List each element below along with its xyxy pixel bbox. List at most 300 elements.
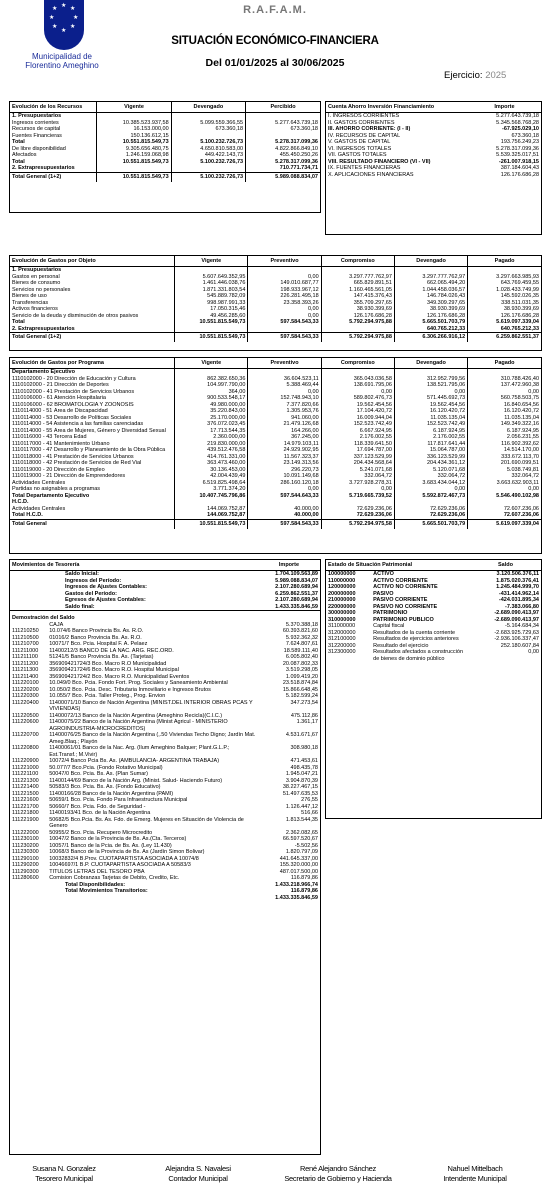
table-cell: Gastos en personal <box>12 273 60 280</box>
table-cell: 17.713.544,35 <box>175 428 248 435</box>
table-cell: 3.727.928.278,31 <box>321 480 394 487</box>
table-cell: CAJA <box>49 621 64 628</box>
table-cell: 16.120.420,72 <box>394 408 467 415</box>
table-cell: 50047/0 Bco. Pcia. Bs. As. (Plan Sumar) <box>49 771 148 777</box>
table-cell: 471.453,61 <box>290 758 318 764</box>
account-code: 120000000 <box>328 584 356 590</box>
table-cell: 111220600 <box>12 719 39 725</box>
table-cell: 111211000 <box>12 647 39 654</box>
table-cell: 498.435,78 <box>290 764 318 771</box>
table-cell <box>468 369 541 376</box>
table-cell: 72.629.236,06 <box>394 512 467 519</box>
table-cell: 1110117000 - 47 Desarrollo y Planeamiento de la Obra Pública <box>12 447 166 453</box>
table-cell: 19.562.454,56 <box>394 402 467 409</box>
table-row <box>10 333 541 343</box>
table-cell: VII. GASTOS TOTALES <box>328 152 387 158</box>
account-name: PATRIMONIO PUBLICO <box>373 616 434 623</box>
table-cell: Bienes de uso <box>12 293 47 299</box>
table-cell: 38.930.399,69 <box>468 306 541 313</box>
table-cell: 7.377.820,66 <box>248 402 321 409</box>
table-cell: 286.160.120,18 <box>248 480 321 487</box>
table-cell: 597.584.543,33 <box>248 319 321 326</box>
table-cell: 0,00 <box>248 306 321 313</box>
table-cell: 356909421724/3 Bco. Macro R.O Municipalidad <box>49 660 167 667</box>
table-cell: 50660/7 Bco. Pcia. Fdo. de Seguridad - <box>49 803 146 810</box>
account-code: 310000000 <box>328 616 356 623</box>
table-cell: 10.551.815.549,73 <box>175 333 248 343</box>
table-cell: Total H.C.D. <box>12 512 43 518</box>
table-cell: 1110119000 - 21 Dirección de Emprendedores <box>12 473 126 479</box>
account-name: ACTIVO <box>373 571 394 577</box>
table-cell: 49.980.000,00 <box>175 402 248 409</box>
table-cell: 16.840.654,56 <box>468 402 541 409</box>
table-cell <box>394 267 467 274</box>
table-cell: 414.761.331,00 <box>175 454 248 461</box>
table-cell: 710.771.734,71 <box>246 165 320 172</box>
table-cell: 332.064,72 <box>468 473 541 480</box>
table-cell: 673.360,18 <box>246 126 320 133</box>
table-cell: Ingresos corrientes <box>12 119 59 126</box>
table-cell: 5.277.643.739,18 <box>246 120 320 127</box>
table-cell: 0,00 <box>394 486 467 493</box>
table-row <box>10 369 541 376</box>
table-cell: 111220800 <box>12 745 39 751</box>
table-cell: 11400072/13 Banco de la Nación Argentina (Ameghino Recicla)(C.I.C.) <box>49 712 223 719</box>
table-row <box>326 172 541 179</box>
column-header: Evolución de Gastos por Objeto <box>10 256 175 267</box>
table-cell: 364,00 <box>175 389 248 396</box>
column-header: Compromiso <box>321 256 394 267</box>
table-cell: 312.952.799,56 <box>394 376 467 383</box>
account-balance: 1.875.020.376,41 <box>496 577 539 584</box>
table-cell: 10.385.523.937,58 <box>97 120 171 127</box>
table-cell: 347.273,54 <box>290 699 318 706</box>
table-cell: 5.100.232.726,73 <box>171 159 245 166</box>
system-name: R.A.F.A.M. <box>243 4 307 16</box>
account-name: PASIVO NO CORRIENTE <box>373 603 438 610</box>
account-balance: 3.120.506.376,11 <box>496 571 539 577</box>
table-cell: 10068/3 Banco de la Provincia de Bs. As (Jardín Simon Bolivar) <box>49 849 205 855</box>
table-cell: 5.932.362,32 <box>285 634 318 641</box>
table-cell: 0,00 <box>468 486 541 493</box>
table-cell: 487.017.500,00 <box>279 868 318 875</box>
table-cell: Total General (1+2) <box>10 172 97 182</box>
table-cell: Total <box>12 319 25 325</box>
table-cell: 201.690.099,51 <box>468 460 541 467</box>
table-cell: IX. FUENTES FINANCIERAS <box>328 165 401 171</box>
table-cell: 144.069.752,87 <box>175 506 248 513</box>
table-cell: 5.592.872.467,73 <box>394 493 467 500</box>
table-cell: 72.607.236,06 <box>468 512 541 519</box>
column-header: Saldo <box>470 560 541 571</box>
table-cell: 35.220.843,00 <box>175 408 248 415</box>
table-cell: 3.683.434.044,12 <box>394 480 467 487</box>
column-header: Compromiso <box>321 358 394 369</box>
table-cell: 17.050.315,46 <box>175 306 248 313</box>
table-cell: 50955/2 Bco. Pcia. Recupero Microcredito <box>49 829 153 836</box>
table-cell: 152.748.943,10 <box>248 395 321 402</box>
table-cell: 10.551.815.549,73 <box>175 319 248 326</box>
table-cell: 1110118000 - 42 Prestación de Servicios de Red Vial <box>12 460 142 466</box>
table-cell: Total General <box>10 519 175 529</box>
table-cell: 38.930.399,69 <box>321 306 394 313</box>
account-code: 300000000 <box>328 610 356 616</box>
table-cell: 19.562.454,56 <box>321 402 394 409</box>
table-cell: 5.278.317.099,36 <box>496 145 539 152</box>
table-cell: 5.619.097.339,04 <box>468 519 541 529</box>
table-cell: 126.176.686,28 <box>500 171 539 178</box>
account-code: 312100000 <box>328 636 356 642</box>
table-cell: Bienes de consumo <box>12 280 61 286</box>
ahorro-inversion-table <box>325 101 542 235</box>
table-cell: 2.176.002,55 <box>321 434 394 441</box>
table-cell: Servicio de la deuda y disminución de otros pasivos <box>12 312 139 319</box>
table-cell: 5.278.317.099,36 <box>246 159 320 166</box>
table-cell: 72.629.236,06 <box>321 506 394 513</box>
table-cell: 1110102000 - 41 Prestación de Servicios Urbanos <box>12 388 135 395</box>
table-cell: 336.123.529,99 <box>394 454 467 461</box>
table-cell: 1110117000 - 41 Mantenimiento Urbano <box>12 440 110 447</box>
table-cell: 5.100.232.726,73 <box>171 139 245 146</box>
table-cell: 144.069.752,87 <box>175 512 248 519</box>
total-value: 1.433.218.966,74 <box>275 881 318 888</box>
table-cell: 51241/5 Banco Provincia Bs. As. (Tarjetas) <box>49 654 154 660</box>
table-cell: 10072/4 Banco Pcia Bs. As. (AMBULANCIA- ARGENTINA TRABAJA) <box>49 758 220 764</box>
table-cell: 111220300 <box>12 693 39 699</box>
table-cell: Partidas no asignables a programas <box>12 486 101 492</box>
table-cell: 23.358.393,26 <box>248 300 321 307</box>
account-name: ACTIVO CORRIENTE <box>373 577 428 584</box>
table-cell: 900.533.548,17 <box>175 395 248 402</box>
table-cell: 111220400 <box>12 699 39 706</box>
summary-value: 2.107.280.689,94 <box>275 597 318 603</box>
table-cell: 640.765.212,33 <box>394 326 467 333</box>
table-cell: 116.879,86 <box>290 875 318 881</box>
table-cell: 138.521.795,06 <box>394 382 467 389</box>
summary-label: Saldo final: <box>65 603 95 610</box>
table-cell: 24.929.902,95 <box>248 447 321 454</box>
table-cell: 332.064,72 <box>394 473 467 480</box>
table-cell: 15.064.787,00 <box>394 447 467 454</box>
table-cell: 5.100.232.726,73 <box>171 172 245 182</box>
table-cell: 226.281.495,18 <box>248 293 321 300</box>
table-cell: 111221100 <box>12 771 39 777</box>
summary-value: 5.989.088.834,07 <box>275 577 318 584</box>
table-cell: 1.126.447,12 <box>285 803 318 810</box>
table-cell: 11400075/22 Banco de la Nación Argentina (Minist Agricul - MINISTERIO AGROINDUSTRIA-MICROCREDITOS) <box>49 719 228 732</box>
table-cell: 16.153.000,00 <box>97 126 171 133</box>
table-cell: 25.170.000,00 <box>175 415 248 422</box>
table-cell: 2.056.231,55 <box>468 434 541 441</box>
column-header: Cuenta Ahorro Inversión Financiamiento <box>326 102 468 113</box>
table-cell: -67.925.029,10 <box>501 126 539 132</box>
table-cell: 111221300 <box>12 777 39 784</box>
column-header: Movimientos de Tesorería <box>10 560 258 571</box>
table-row <box>10 512 541 519</box>
table-cell: 1.099.419,20 <box>285 673 318 680</box>
table-cell <box>246 113 320 120</box>
account-balance: -424.031.895,34 <box>498 597 539 603</box>
summary-label: Gastos del Período: <box>65 590 117 597</box>
account-name: PASIVO CORRIENTE <box>373 597 428 603</box>
table-cell: 5.241.071,68 <box>321 467 394 474</box>
total-label: Total Disponibilidades: <box>65 881 126 888</box>
table-cell: 2.360.000,00 <box>175 434 248 441</box>
table-cell: 23.149.313,56 <box>248 460 321 467</box>
column-header: Preventivo <box>248 358 321 369</box>
table-row <box>10 519 541 529</box>
total-row <box>10 895 320 902</box>
table-cell: 50.077/7 Bco.Pcia. (Fondo Rotativo Municipal) <box>49 764 163 771</box>
table-cell: 2.362.082,65 <box>285 829 318 836</box>
table-cell: I. INGRESOS CORRIENTES <box>328 113 400 119</box>
table-cell: 11.035.135,04 <box>468 415 541 422</box>
table-cell: 111290200 <box>12 862 39 868</box>
table-cell: Fuentes Financieras <box>12 132 62 139</box>
table-cell: 5.989.088.834,07 <box>246 172 320 182</box>
table-cell: 10.091.149,68 <box>248 473 321 480</box>
table-cell: 1110106000 - 61 Atención Hospitalaria <box>12 395 106 401</box>
table-cell: Activos financieros <box>12 306 58 312</box>
summary-label: Ingresos del Período: <box>65 577 122 584</box>
signature-role: Intendente Municipal <box>443 1174 507 1183</box>
column-header: Preventivo <box>248 256 321 267</box>
table-cell: 1.361,17 <box>296 719 318 725</box>
account-row <box>10 745 320 758</box>
account-name: Capital fiscal <box>373 623 405 629</box>
column-header: Pagado <box>468 256 541 267</box>
table-cell: 111230300 <box>12 849 39 855</box>
table-cell: 332.064,72 <box>321 473 394 480</box>
table-cell: 17.694.787,00 <box>321 447 394 454</box>
table-cell <box>321 267 394 274</box>
table-cell: 516,66 <box>301 810 318 816</box>
table-cell: 14.514.170,00 <box>468 447 541 454</box>
table-cell: 50583/3 Bco. Pcia. Bs. As. (Fondo Educativo) <box>49 784 161 790</box>
table-cell <box>394 369 467 376</box>
table-cell: 72.629.236,06 <box>394 506 467 513</box>
table-cell: 662.065.494,20 <box>394 280 467 287</box>
signature-role: Secretario de Gobierno y Hacienda <box>284 1174 392 1183</box>
table-cell: VI. INGRESOS TOTALES <box>328 145 392 152</box>
account-row <box>10 732 320 745</box>
table-cell: 18.589.111,40 <box>283 647 318 654</box>
table-cell: Total Departamento Ejecutivo <box>12 492 90 499</box>
fiscal-year-label: Ejercicio: <box>444 70 483 81</box>
table-cell: 111220500 <box>12 712 39 719</box>
table-cell: 10.050/2 Bco. Pcia. Desc. Tributaria Inmoviliario e Ingresos Brutos <box>49 686 211 693</box>
table-cell: 111211100 <box>12 654 38 660</box>
signature-name: Nahuel Mittelbach <box>447 1164 503 1173</box>
account-row <box>10 700 320 713</box>
table-cell: 376.072.023,45 <box>175 421 248 428</box>
table-cell: 137.472.960,38 <box>468 382 541 389</box>
table-cell: 21.479.126,68 <box>248 421 321 428</box>
table-cell: H.C.D. <box>12 499 29 505</box>
table-cell: 1110114000 - 55 Área de Mujeres, Género y Diversidad Sexual <box>12 427 166 434</box>
table-cell: 117.817.641,44 <box>394 441 467 448</box>
table-cell: 149.349.322,16 <box>468 421 541 428</box>
table-cell: 673.360,18 <box>171 126 245 133</box>
table-cell: 5.182.599,24 <box>285 693 318 699</box>
table-cell: 276,55 <box>301 797 318 803</box>
account-row <box>326 649 541 662</box>
summary-label: Egresos de Ajustes Contables: <box>65 597 146 603</box>
table-cell: 1110116000 - 43 Tercera Edad <box>12 434 87 440</box>
table-cell: 1.813.544,35 <box>285 816 318 823</box>
muni-line1: Municipalidad de <box>31 52 93 61</box>
table-cell <box>171 165 245 172</box>
table-cell <box>248 369 321 376</box>
table-cell: 116.902.392,62 <box>468 441 541 448</box>
table-cell: 1110114000 - 51 Área de Discapacidad <box>12 408 108 414</box>
table-cell: 1.820.797,09 <box>285 849 318 855</box>
table-cell: 1. Presupuestarios <box>12 267 62 273</box>
table-cell: 0,00 <box>248 389 321 396</box>
table-cell: 111221900 <box>12 816 39 823</box>
table-cell: 149.010.687,77 <box>248 280 321 287</box>
table-cell: 367.245,00 <box>248 434 321 441</box>
table-cell: 6.667.924,95 <box>321 428 394 435</box>
table-cell: 560.758.503,75 <box>468 395 541 402</box>
account-code: 220000000 <box>328 603 356 610</box>
table-cell: 111230100 <box>12 836 39 842</box>
table-cell: 11400144/69 Banco de la Nación Arg. (Minist. Salud- Haciendo Futuro) <box>49 777 223 784</box>
table-cell: 11400071/10 Banco de Nación Argentina (MINIST.DEL INTERIOR OBRAS PCAS Y VIVIENDAS) <box>49 699 253 712</box>
table-cell: Total General (1+2) <box>10 333 175 343</box>
table-cell: 16.009.944,04 <box>321 415 394 422</box>
signature-name: Alejandra S. Navalesi <box>165 1164 231 1173</box>
table-cell: TITULOS LETRAS DEL TESORO PBA <box>49 868 145 875</box>
table-cell: 11400166/28 Banco de la Nación Argentina (PAMI) <box>49 790 174 797</box>
table-cell: 111280600 <box>12 875 39 881</box>
table-cell: 5.277.643.739,18 <box>496 113 539 119</box>
table-cell: 349.309.297,65 <box>394 300 467 307</box>
table-cell: 363.473.460,00 <box>175 460 248 467</box>
table-cell: 3.297.663.985,93 <box>468 274 541 281</box>
patrimonial-table <box>325 559 542 819</box>
table-cell: 51.497.635,53 <box>282 790 318 797</box>
account-code: 312300000 <box>328 649 356 655</box>
table-cell <box>97 165 171 172</box>
table-cell <box>175 267 248 274</box>
fiscal-year-value: 2025 <box>485 70 507 81</box>
table-cell <box>248 267 321 274</box>
account-balance: 0,00 <box>528 649 539 655</box>
table-cell: 545.889.782,09 <box>175 293 248 300</box>
table-cell: 1110106000 - 62 BROMATOLOGIA Y ZOONOSIS <box>12 401 134 408</box>
summary-value: 2.107.280.689,94 <box>275 584 318 590</box>
total-label <box>10 895 258 902</box>
table-cell: 1110114000 - 54 Asistencia a las familias carenciadas <box>12 421 144 427</box>
table-cell: 111221500 <box>12 790 39 797</box>
table-cell: 1. Presupuestarios <box>12 113 62 119</box>
table-cell: 40.000,00 <box>248 506 321 513</box>
table-cell: 5.388.469,44 <box>248 382 321 389</box>
table-cell: 6.259.862.551,37 <box>468 333 541 343</box>
column-header: Vigente <box>97 102 171 113</box>
table-cell: Recursos de capital <box>12 126 61 132</box>
table-cell: 356909421724/6 Bco. Macro R.O. Hospital Municipal <box>49 667 179 673</box>
account-name: Resultados de la cuenta corriente <box>373 629 456 636</box>
table-cell: 11400076/25 Banco de la Nación Argentina (,.50 Viviendas Techo Digno; Jardín Mat. Ameg.Blaq.; Playón <box>49 732 256 745</box>
table-cell: 111222000 <box>12 829 39 836</box>
table-cell: 338.511.031,35 <box>468 300 541 307</box>
table-cell: 6.187.924,95 <box>394 428 467 435</box>
table-cell: V. GASTOS DE CAPITAL <box>328 139 391 145</box>
account-name: ACTIVO NO CORRIENTE <box>373 584 438 590</box>
table-cell: 1.461.446.038,76 <box>175 280 248 287</box>
flag-emblem-icon: ★ ★ ★ ★ ★ ★ ★ ★ <box>44 0 84 50</box>
table-cell: 204.434.568,64 <box>321 460 394 467</box>
page-title: SITUACIÓN ECONÓMICO-FINANCIERA <box>171 35 379 47</box>
table-cell: 10.049/0 Bco. Pcia. Fondo Fort. Prog. Sociales y Saneamiento Ambiental <box>49 680 228 686</box>
account-balance: -2.936.106.337,47 <box>494 636 539 642</box>
table-cell: 111230200 <box>12 842 39 849</box>
table-cell: 10047/2 Banco de la Provincia de Bs. As.(Cta. Terceros) <box>49 836 187 842</box>
column-header: Devengado <box>171 102 245 113</box>
table-cell: 50682/5 Bco.Pcia. Bs. As. Fdo. de Emerg. Mujeres en Situación de Violencia de Genero <box>49 816 244 829</box>
table-cell: 111290300 <box>12 868 39 875</box>
table-cell: X. APLICACIONES FINANCIERAS <box>328 171 414 178</box>
account-balance: 1.245.484.999,70 <box>496 584 539 590</box>
table-cell: 0,00 <box>248 313 321 320</box>
table-cell: 665.829.891,51 <box>321 280 394 287</box>
account-code: 200000000 <box>328 590 356 597</box>
table-cell: 20.087.802,33 <box>282 660 318 667</box>
table-cell: III. AHORRO CORRIENTE: (I - II) <box>328 126 411 132</box>
table-cell: 1.160.465.561,05 <box>321 287 394 294</box>
account-name: PASIVO <box>373 590 394 597</box>
table-cell: 60.393.821,60 <box>282 628 318 634</box>
table-cell: Total <box>12 158 25 165</box>
column-header: Estado de Situación Patrimonial <box>326 560 470 571</box>
table-cell: 23.518.874,84 <box>282 680 318 686</box>
table-cell: 111220200 <box>12 686 39 693</box>
table-cell: 118.339.641,50 <box>321 441 394 448</box>
table-cell: 5.120.071,68 <box>394 467 467 474</box>
column-header: Devengado <box>394 358 467 369</box>
table-cell: 10.074/6 Banco Provincia Bs. As. R.O. <box>49 628 144 634</box>
table-cell: 1110102000 - 21 Dirección de Deportes <box>12 382 109 388</box>
signature-name: Susana N. Gonzalez <box>32 1164 96 1173</box>
account-code: 312200000 <box>328 642 356 649</box>
signature-block <box>268 1164 408 1184</box>
column-header: Evolución de los Recursos <box>10 102 97 113</box>
table-cell: 455.450.250,26 <box>246 152 320 159</box>
table-cell: 4.531.671,67 <box>285 732 318 738</box>
table-cell: 66.597.520,67 <box>282 836 318 842</box>
table-cell: 1110118000 - 41 Prestación de Servicios Urbanos <box>12 453 134 460</box>
table-cell: 111211200 <box>12 660 39 667</box>
account-balance: -2.689.090.413,97 <box>494 616 539 623</box>
table-row <box>326 113 541 120</box>
table-cell: 111221600 <box>12 797 39 803</box>
muni-line2: Florentino Ameghino <box>25 61 99 70</box>
account-code: 110000000 <box>328 577 356 584</box>
table-cell: 219.830.000,00 <box>175 441 248 448</box>
table-cell: 597.584.543,33 <box>248 519 321 529</box>
table-cell <box>171 113 245 120</box>
table-cell: 138.691.795,06 <box>321 382 394 389</box>
table-cell: 365.043.036,58 <box>321 376 394 383</box>
summary-label: Ingresos de Ajustes Contables: <box>65 584 148 590</box>
table-cell: De libre disponibilidad <box>12 145 66 152</box>
table-cell: IV. RECURSOS DE CAPITAL <box>328 132 401 139</box>
account-name: Resultado del ejercicio <box>373 642 429 649</box>
account-balance: 252.180.607,84 <box>500 642 539 649</box>
summary-value: 6.259.862.551,37 <box>275 590 318 597</box>
